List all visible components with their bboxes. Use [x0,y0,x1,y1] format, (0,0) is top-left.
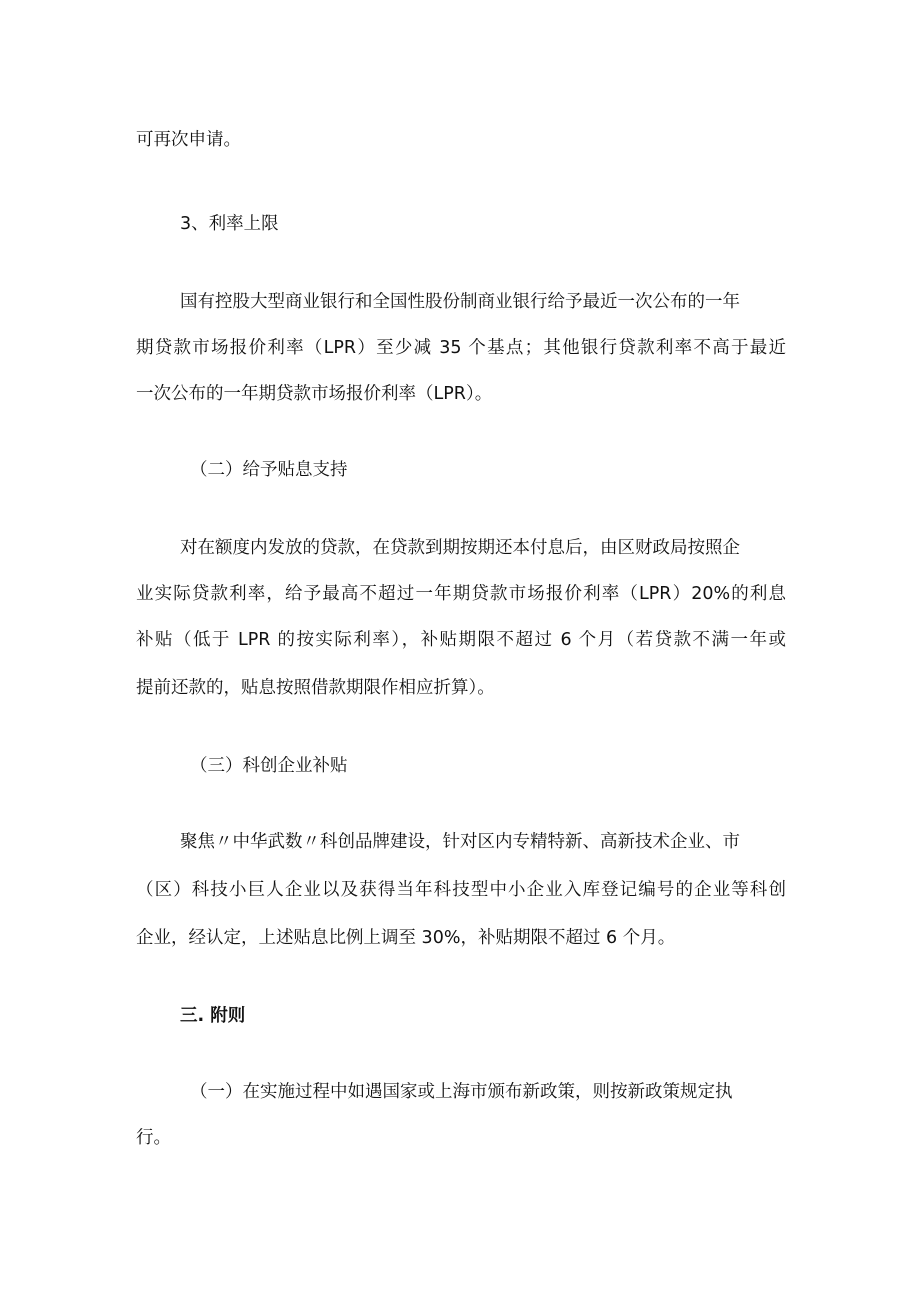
paragraph-appendix-line: 行。 [136,1128,171,1148]
paragraph-rate-cap-line: 一次公布的一年期贷款市场报价利率（LPR）。 [136,384,493,404]
paragraph-subsidy-line: 补贴（低于 LPR 的按实际利率），补贴期限不超过 6 个月（若贷款不满一年或 [136,630,786,650]
paragraph-subsidy-line: 对在额度内发放的贷款，在贷款到期按期还本付息后，由区财政局按照企 [180,538,740,558]
paragraph-tech-line: （区）科技小巨人企业以及获得当年科技型中小企业入库登记编号的企业等科创 [136,880,786,900]
heading-rate-cap: 3、利率上限 [180,214,279,234]
paragraph-rate-cap-line: 国有控股大型商业银行和全国性股份制商业银行给予最近一次公布的一年 [180,292,740,312]
paragraph-continuation: 可再次申请。 [136,130,241,150]
heading-tech-subsidy: （三）科创企业补贴 [190,756,348,776]
paragraph-appendix-line: （一）在实施过程中如遇国家或上海市颁布新政策，则按新政策规定执 [190,1082,733,1102]
paragraph-subsidy-line: 业实际贷款利率，给予最高不超过一年期贷款市场报价利率（LPR）20%的利息 [136,584,786,604]
paragraph-tech-line: 聚焦〃中华武数〃科创品牌建设，针对区内专精特新、高新技术企业、市 [180,832,740,852]
paragraph-subsidy-line: 提前还款的，贴息按照借款期限作相应折算）。 [136,678,495,698]
heading-appendix: 三. 附则 [180,1006,246,1026]
paragraph-rate-cap-line: 期贷款市场报价利率（LPR）至少减 35 个基点；其他银行贷款利率不高于最近 [136,338,786,358]
paragraph-tech-line: 企业，经认定，上述贴息比例上调至 30%，补贴期限不超过 6 个月。 [136,928,676,948]
heading-subsidy: （二）给予贴息支持 [190,460,348,480]
